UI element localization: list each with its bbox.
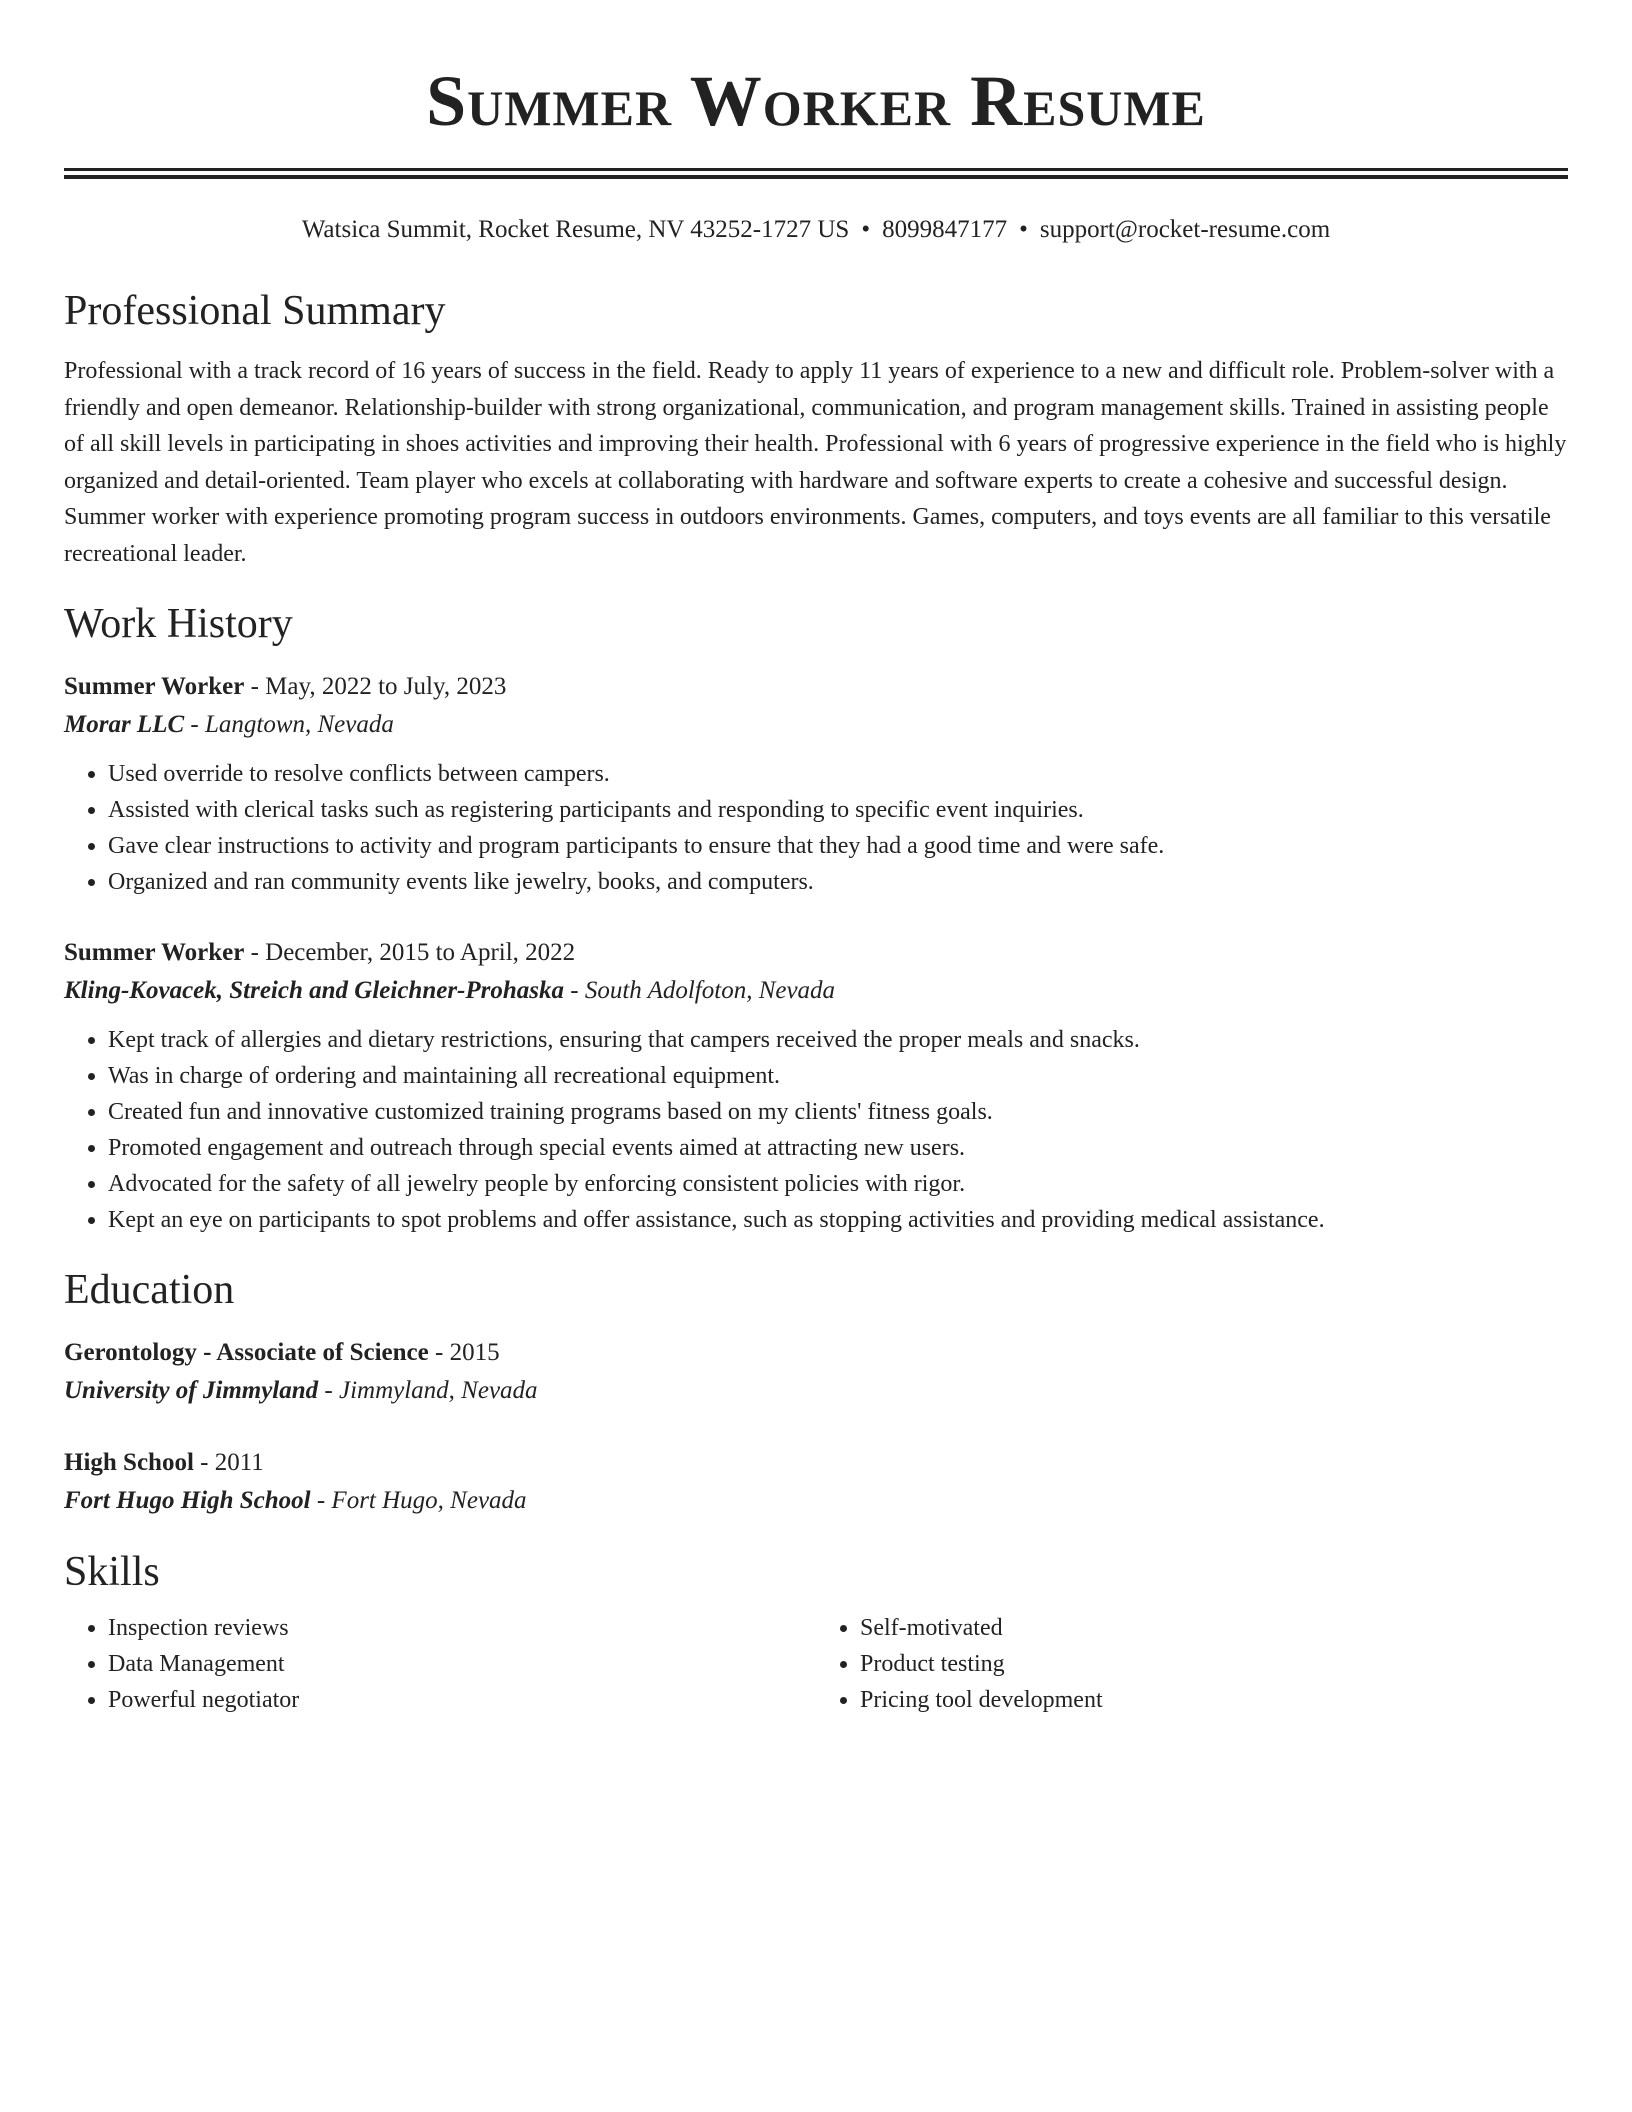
education-degree: High School <box>64 1449 194 1476</box>
education-entry <box>64 1334 1568 1410</box>
job-bullet: • Advocated for the safety of all jewelry people by enforcing consistent policies with rigor. <box>108 1166 1568 1202</box>
job-title-line <box>64 668 1568 706</box>
job-dates: - May, 2022 to July, 2023 <box>244 673 507 700</box>
page-title: Summer Worker Resume <box>426 61 1206 141</box>
education-degree: Gerontology - Associate of Science <box>64 1339 429 1366</box>
job-location: - South Adolfoton, Nevada <box>564 977 836 1004</box>
job-bullet: • Gave clear instructions to activity and program participants to ensure that they had a good time and were safe. <box>108 828 1568 864</box>
skills-grid <box>64 1610 1568 1718</box>
job-bullet: • Used override to resolve conflicts between campers. <box>108 756 1568 792</box>
skill-item: • Data Management <box>108 1646 816 1682</box>
skills-heading: Skills <box>64 1549 160 1595</box>
skills-column-right <box>816 1610 1568 1718</box>
contact-line <box>64 213 1568 247</box>
job-title-line <box>64 934 1568 972</box>
job-dates: - December, 2015 to April, 2022 <box>244 939 576 966</box>
job-title: Summer Worker <box>64 673 245 700</box>
skills-list <box>64 1610 816 1718</box>
job-bullet: • Organized and ran community events like jewelry, books, and computers. <box>108 864 1568 900</box>
skills-column-left <box>64 1610 816 1718</box>
skills-list <box>816 1610 1568 1718</box>
job-bullet: • Assisted with clerical tasks such as registering participants and responding to specific event inquiries. <box>108 792 1568 828</box>
contact-separator: • <box>1019 216 1028 243</box>
education-location: - Fort Hugo, Nevada <box>310 1487 527 1514</box>
skill-item: • Pricing tool development <box>860 1682 1568 1718</box>
job-location: - Langtown, Nevada <box>184 711 394 738</box>
contact-separator: • <box>861 216 871 243</box>
contact-address: Watsica Summit, Rocket Resume, NV 43252-1727 US <box>301 216 850 243</box>
education-school-line <box>64 1372 1568 1410</box>
summary-heading: Professional Summary <box>64 288 446 334</box>
education-degree-line <box>64 1444 1568 1482</box>
job-entry <box>64 934 1568 1238</box>
education-year: - 2015 <box>428 1339 500 1366</box>
job-bullet: • Kept track of allergies and dietary restrictions, ensuring that campers received the proper meals and snacks. <box>108 1022 1568 1058</box>
job-bullet: • Created fun and innovative customized training programs based on my clients' fitness goals. <box>108 1094 1568 1130</box>
job-company: Kling-Kovacek, Streich and Gleichner-Prohaska <box>64 977 565 1004</box>
job-bullet: • Promoted engagement and outreach through special events aimed at attracting new users. <box>108 1130 1568 1166</box>
job-bullets <box>64 756 1568 900</box>
job-bullets <box>64 1022 1568 1238</box>
education-school-line <box>64 1482 1568 1520</box>
education-entry <box>64 1444 1568 1520</box>
skill-item: • Product testing <box>860 1646 1568 1682</box>
work-history-heading: Work History <box>64 601 293 647</box>
contact-email: support@rocket-resume.com <box>1039 216 1331 243</box>
job-title: Summer Worker <box>64 939 245 966</box>
skill-item: • Inspection reviews <box>108 1610 816 1646</box>
job-entry <box>64 668 1568 900</box>
education-degree-line <box>64 1334 1568 1372</box>
contact-phone: 8099847177 <box>882 216 1008 243</box>
summary-text: Professional with a track record of 16 years of success in the field. Ready to apply 11 years of experience to a new and difficult role. Problem-solver with a friendly and open demeanor. Relationship-builder with strong organizational, communication, and program management skills. Trained in assisting people of all skill levels in participating in shoes activities and improving their health. Professional with 6 years of progressive experience in the field who is highly organized and detail-oriented. Team player who excels at collaborating with hardware and software experts to create a cohesive and successful design. Summer worker with experience promoting program success in outdoors environments. Games, computers, and toys events are all familiar to this versatile recreational leader. <box>64 358 1567 567</box>
education-school: Fort Hugo High School <box>64 1487 311 1514</box>
education-year: - 2011 <box>193 1449 264 1476</box>
education-location: - Jimmyland, Nevada <box>318 1377 538 1404</box>
job-company-line <box>64 972 1568 1010</box>
job-company: Morar LLC <box>64 711 185 738</box>
title-double-rule <box>64 168 1568 179</box>
education-school: University of Jimmyland <box>64 1377 319 1404</box>
skill-item: • Self-motivated <box>860 1610 1568 1646</box>
job-bullet: • Was in charge of ordering and maintaining all recreational equipment. <box>108 1058 1568 1094</box>
education-heading: Education <box>64 1267 235 1313</box>
job-company-line <box>64 706 1568 744</box>
job-bullet: • Kept an eye on participants to spot problems and offer assistance, such as stopping activities and providing medical assistance. <box>108 1202 1568 1238</box>
skill-item: • Powerful negotiator <box>108 1682 816 1718</box>
